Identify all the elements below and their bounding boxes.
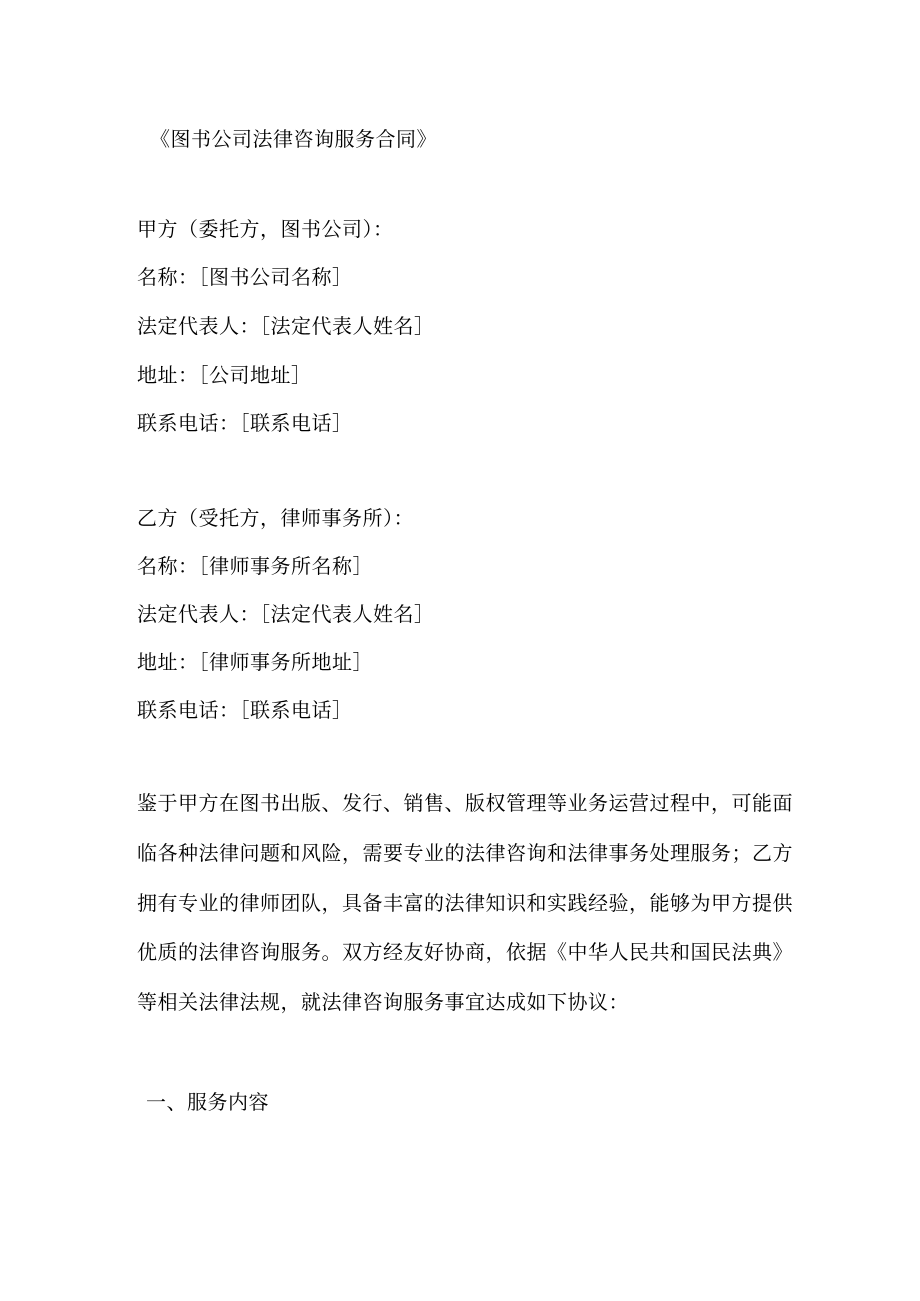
preamble-paragraph (137, 779, 793, 1028)
contract-title: 《图书公司法律咨询服务合同》 (150, 127, 437, 151)
preamble-line: 拥有专业的律师团队，具备丰富的法律知识和实践经验，能够为甲方提供 (137, 890, 793, 915)
preamble-line: 鉴于甲方在图书出版、发行、销售、版权管理等业务运营过程中，可能面 (137, 791, 793, 815)
section-1-heading: 一、服务内容 (146, 1090, 269, 1114)
preamble-line: 优质的法律咨询服务。双方经友好协商，依据《中华人民共和国民法典》 (137, 940, 793, 965)
party-b-name: 名称：［律师事务所名称］ (137, 554, 373, 578)
party-a-name: 名称：［图书公司名称］ (137, 265, 353, 289)
party-a-address: 地址：［公司地址］ (137, 363, 312, 387)
party-a-phone: 联系电话：［联系电话］ (137, 411, 353, 435)
party-b-representative: 法定代表人：［法定代表人姓名］ (137, 602, 435, 626)
party-b-heading: 乙方（受托方，律师事务所）： (137, 506, 414, 530)
preamble-line: 等相关法律法规，就法律咨询服务事宜达成如下协议： (137, 990, 629, 1015)
party-a-heading: 甲方（委托方，图书公司）： (137, 217, 394, 241)
party-b-address: 地址：［律师事务所地址］ (137, 650, 373, 674)
party-a-representative: 法定代表人：［法定代表人姓名］ (137, 314, 435, 338)
preamble-line: 临各种法律问题和风险，需要专业的法律咨询和法律事务处理服务；乙方 (137, 840, 793, 865)
party-b-phone: 联系电话：［联系电话］ (137, 698, 353, 722)
